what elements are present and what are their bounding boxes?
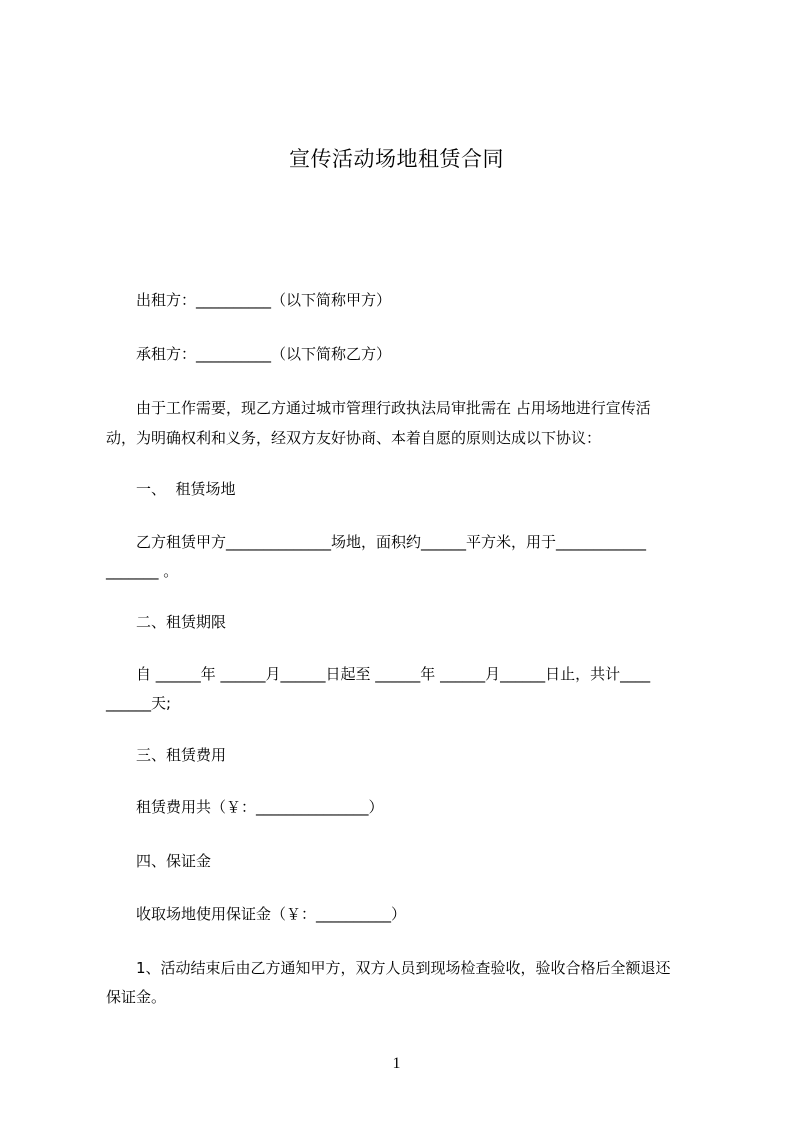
intro-paragraph-line-1: 由于工作需要，现乙方通过城市管理行政执法局审批需在 占用场地进行宣传活: [136, 399, 651, 417]
clause-1-line-2: 保证金。: [106, 988, 167, 1006]
lessor-line: 出租方：__________（以下简称甲方）: [136, 291, 392, 309]
section-2-heading: 二、租赁期限: [136, 613, 227, 631]
section-3-heading: 三、租赁费用: [136, 746, 227, 764]
intro-paragraph-line-2: 动，为明确权利和义务，经双方友好协商、本着自愿的原则达成以下协议：: [106, 429, 602, 447]
section-1-line-2: _______ 。: [106, 562, 179, 580]
document-title: 宣传活动场地租赁合同: [289, 147, 504, 171]
clause-1-line-1: 1、活动结束后由乙方通知甲方，双方人员到现场检查验收，验收合格后全额退还: [136, 959, 671, 977]
lessee-line: 承租方：__________（以下简称乙方）: [136, 345, 392, 363]
section-1-heading: 一、 租赁场地: [136, 480, 236, 498]
section-1-line-1: 乙方租赁甲方______________场地，面积约______平方米，用于____________: [136, 533, 647, 551]
section-3-body: 租赁费用共（￥：_______________）: [136, 798, 384, 816]
section-2-line-1: 自 ______年 ______月______日起至 ______年 ______月______日止，共计____: [136, 665, 651, 683]
page-number: 1: [392, 1055, 401, 1072]
section-4-body: 收取场地使用保证金（￥：__________）: [136, 905, 407, 923]
section-2-line-2: ______天;: [106, 694, 172, 712]
section-4-heading: 四、保证金: [136, 852, 212, 870]
